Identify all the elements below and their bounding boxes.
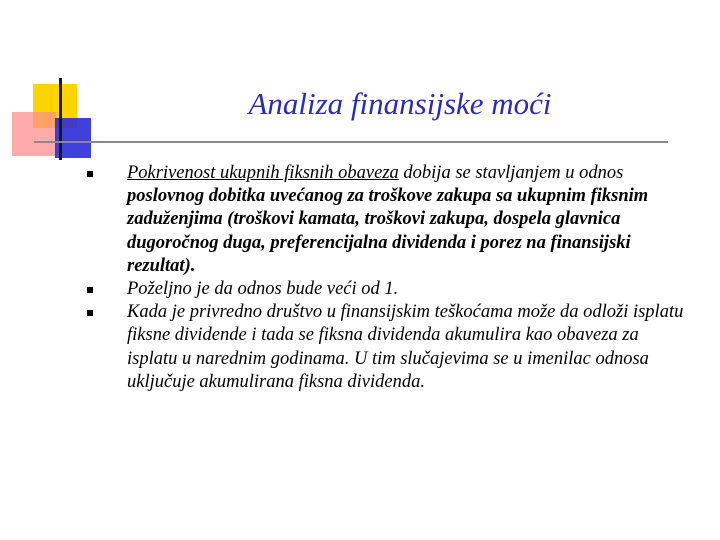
bullet-list [86, 162, 706, 394]
bullet-item-3 [86, 301, 706, 394]
bullet-1-plain-text: dobija se stavljanjem u odnos [398, 163, 624, 183]
bullet-item-2 [86, 278, 706, 301]
title-divider-line [34, 141, 668, 143]
bullet-2-text: Poželjno je da odnos bude veći od 1. [127, 279, 399, 300]
square-bullet-icon [87, 171, 93, 177]
bullet-3-text: Kada je privredno društvo u finansijskim teškoćama može da odloži isplatu fiksne dividende i tada se fiksna dividenda akumulira kao obaveza za isplatu u narednim godinama. U tim slučajevima se u imenilac odnosa uključuje akumulirana fiksna dividenda. [127, 302, 684, 392]
bullet-1-underlined-term: Pokrivenost ukupnih fiksnih obaveza [127, 163, 399, 183]
square-bullet-icon [87, 310, 93, 316]
bullet-1-bold-text: poslovnog dobitka uvećanog za troškove zakupa sa ukupnim fiksnim zaduženjima (troškovi kamata, troškovi zakupa, dospela glavnica dugoročnog duga, preferencijalna dividenda i porez na finansijski rezultat). [127, 186, 649, 276]
bullet-text-3 [127, 301, 692, 394]
bullet-text-2 [127, 278, 692, 301]
bullet-item-1 [86, 162, 706, 278]
square-bullet-icon [87, 287, 93, 293]
corner-decoration-vertical-line [59, 78, 62, 160]
corner-decoration-pink-square [12, 112, 56, 156]
slide-title: Analiza finansijske moći [248, 86, 552, 121]
bullet-text-1 [127, 162, 692, 278]
